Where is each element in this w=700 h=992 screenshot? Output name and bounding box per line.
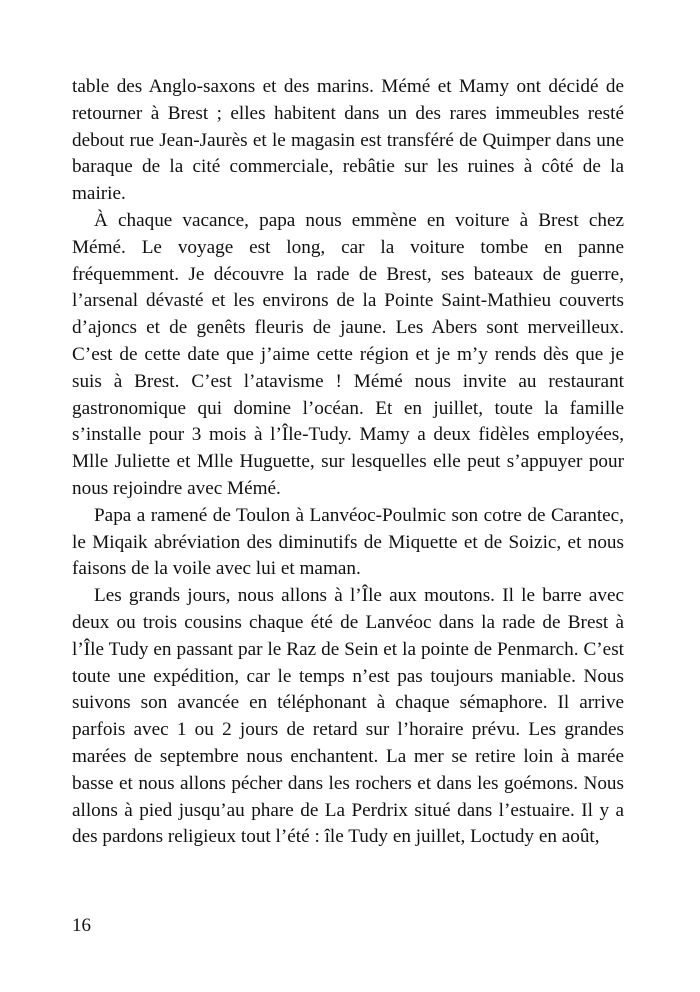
page-body bbox=[72, 74, 624, 851]
paragraph-continuation: table des Anglo-saxons et des marins. Mémé et Mamy ont décidé de retourner à Brest ; elles habitent dans un des rares immeubles resté debout rue Jean-Jaurès et le magasin est transféré de Quimper dans une baraque de la cité commerciale, rebâtie sur les ruines à côté de la mairie. bbox=[72, 76, 624, 205]
paragraph: Les grands jours, nous allons à l’Île aux moutons. Il le barre avec deux ou trois cousins chaque été de Lanvéoc dans la rade de Brest à l’Île Tudy en passant par le Raz de Sein et la pointe de Penmarch. C’est toute une expédition, car le temps n’est pas toujours maniable. Nous suivons son avancée en téléphonant à chaque sémaphore. Il arrive parfois avec 1 ou 2 jours de retard sur l’horaire prévu. Les grandes marées de septembre nous enchantent. La mer se retire loin à marée basse et nous allons pécher dans les rochers et dans les goémons. Nous allons à pied jusqu’au phare de La Perdrix situé dans l’estuaire. Il y a des pardons religieux tout l’été : île Tudy en juillet, Loctudy en août, bbox=[72, 585, 624, 848]
paragraph: Papa a ramené de Toulon à Lanvéoc-Poulmic son cotre de Carantec, le Miqaik abréviation des diminutifs de Miquette et de Soizic, et nous faisons de la voile avec lui et maman. bbox=[72, 504, 624, 580]
paragraph: À chaque vacance, papa nous emmène en voiture à Brest chez Mémé. Le voyage est long, car la voiture tombe en panne fréquemment. Je découvre la rade de Brest, ses bateaux de guerre, l’arsenal dévasté et les environs de la Pointe Saint-Mathieu couverts d’ajoncs et de genêts fleuris de jaune. Les Abers sont merveilleux. C’est de cette date que j’aime cette région et je m’y rends dès que je suis à Brest. C’est l’atavisme ! Mémé nous invite au restaurant gastronomique qui domine l’océan. Et en juillet, toute la famille s’installe pour 3 mois à l’Île-Tudy. Mamy a deux fidèles employées, Mlle Juliette et Mlle Huguette, sur lesquelles elle peut s’appuyer pour nous rejoindre avec Mémé. bbox=[72, 209, 624, 499]
page-number: 16 bbox=[72, 915, 91, 936]
